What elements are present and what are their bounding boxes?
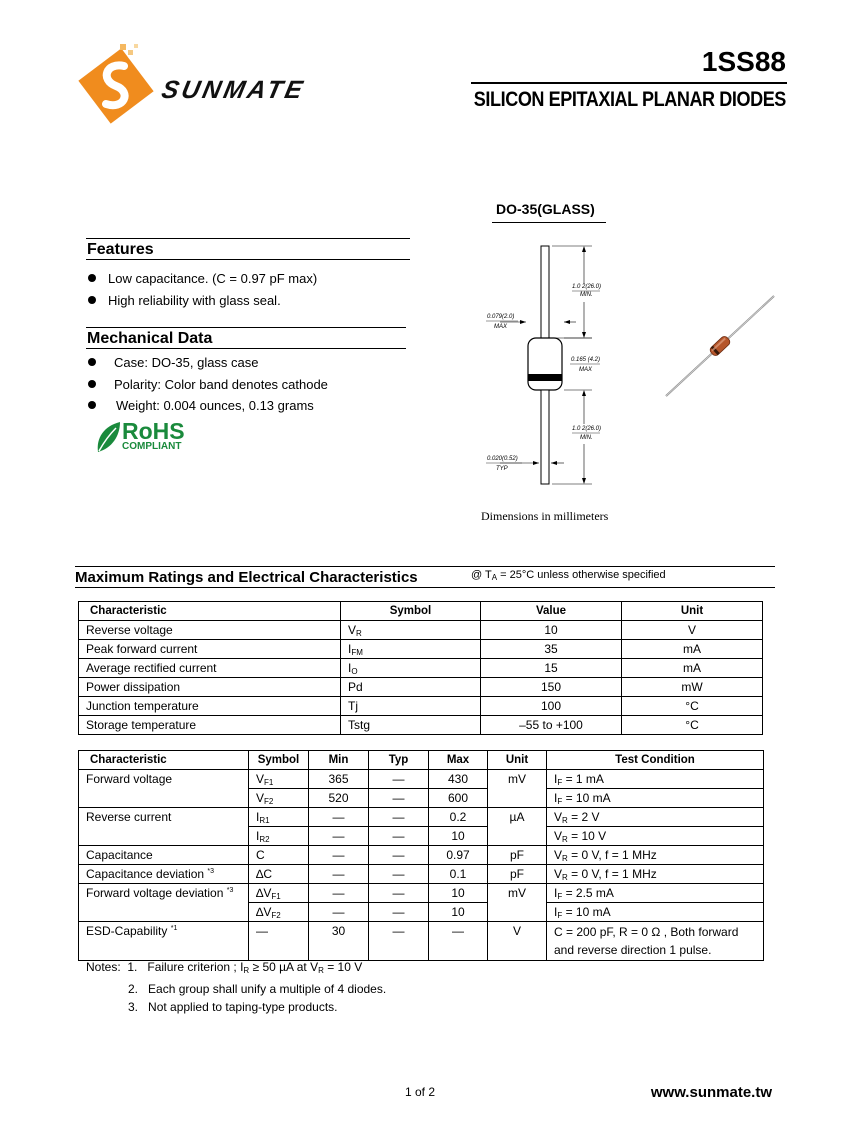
table-row: Storage temperature Tstg –55 to +100 °C (79, 716, 763, 735)
ratings-condition: @ $T_A = 25^\circ C$ unless otherwise specified (471, 569, 666, 582)
mechanical-top-rule (86, 327, 406, 328)
features-top-rule (86, 238, 410, 239)
brand-wordmark: SUNMATE (159, 76, 308, 104)
sunmate-logo-mark (76, 44, 156, 128)
note-1: Notes: 1. Failure criterion ; $I_R \ge 50$ µA at $V_R = 10$ V (86, 960, 363, 975)
table-row: Capacitance deviation $^{*3}$ ∆C — — 0.1 pF $V_R = 0$ V, f = 1 MHz (79, 865, 764, 884)
feature-item: High reliability with glass seal. (88, 293, 281, 308)
table-row: $I_{R2}$ — — 10 $V_R = 10$ V (79, 827, 764, 846)
diode-photo (662, 292, 778, 402)
table-header-row (79, 602, 763, 621)
feature-item: Low capacitance. (C = 0.97 pF max) (88, 271, 317, 286)
dim-body-dia: 0.079(2.0) (487, 314, 515, 320)
table-row: $V_{F2}$ 520 — 600 $I_F = 10$ mA (79, 789, 764, 808)
bullet-icon (88, 358, 96, 366)
col-value: Value (481, 602, 622, 621)
part-number: 1SS88 (701, 46, 786, 77)
max-ratings-table (78, 601, 763, 735)
bullet-icon (88, 401, 96, 409)
table-row: Peak forward current $I_{FM}$ 35 mA (79, 640, 763, 659)
table-row: Junction temperature Tj 100 °C (79, 697, 763, 716)
table-row: Power dissipation Pd 150 mW (79, 678, 763, 697)
mechanical-heading: Mechanical Data (87, 330, 213, 347)
dim-body-dia-sub: MAX (494, 324, 508, 330)
table-row: Reverse voltage $V_R$ 10 V (79, 621, 763, 640)
dim-lead-dia: 0.020(0.52) (487, 456, 518, 462)
dim-lead-dia-sub: TYP (496, 466, 508, 472)
dim-body-len-sub: MAX (579, 367, 593, 373)
ratings-bottom-rule (75, 587, 775, 588)
package-label-underline (492, 222, 606, 223)
bullet-icon (88, 274, 96, 282)
bullet-icon (88, 380, 96, 388)
note-2: 2. Each group shall unify a multiple of 4 diodes. (128, 982, 387, 996)
diode-body (528, 338, 562, 390)
package-label: DO-35(GLASS) (496, 201, 595, 217)
table-row: Forward voltage $V_{F1}$ 365 — 430 mV $I_F = 1$ mA (79, 770, 764, 789)
dim-lead-bottom: 1.0 2(26.0) (572, 426, 602, 432)
ratings-heading: Maximum Ratings and Electrical Characteristics (75, 569, 418, 586)
dim-lead-top: 1.0 2(26.0) (572, 284, 602, 290)
col-unit: Unit (622, 602, 763, 621)
bottom-lead (541, 390, 549, 484)
table-header-row: Characteristic Symbol Min Typ Max Unit Test Condition (79, 751, 764, 770)
features-heading: Features (87, 241, 154, 258)
dim-lead-top-sub: MIN. (580, 292, 593, 298)
notes-block (86, 958, 386, 1016)
ratings-top-rule (75, 566, 775, 567)
title-divider (471, 82, 787, 84)
product-subtitle: SILICON EPITAXIAL PLANAR DIODES (473, 88, 786, 111)
table-row: Reverse current $I_{R1}$ — — 0.2 µA $V_R = 2$ V (79, 808, 764, 827)
bullet-icon (88, 296, 96, 304)
do35-outline-drawing (480, 240, 620, 490)
table-row: Capacitance C — — 0.97 pF $V_R = 0$ V, f = 1 MHz (79, 846, 764, 865)
col-symbol: Symbol (341, 602, 481, 621)
rohs-text: RoHS (122, 418, 185, 444)
dimensions-note: Dimensions in millimeters (481, 509, 609, 523)
note-3: 3. Not applied to taping-type products. (128, 1000, 338, 1014)
mechanical-item: Polarity: Color band denotes cathode (88, 377, 328, 392)
page-number: 1 of 2 (405, 1085, 436, 1099)
leaf-icon (94, 420, 122, 454)
table-row: ESD-Capability $^{*1}$ — 30 — — V C = 200 pF, R = 0 Ω , Both forward and reverse direction 1 pulse. (79, 922, 764, 961)
features-bottom-rule (86, 259, 410, 260)
dim-lead-bottom-sub: MIN. (580, 435, 593, 441)
rohs-badge (94, 418, 194, 454)
mechanical-bottom-rule (86, 348, 406, 349)
mechanical-item: Case: DO-35, glass case (88, 355, 259, 370)
dim-body-len: 0.165 (4.2) (571, 357, 601, 363)
col-characteristic: Characteristic (79, 602, 341, 621)
top-lead (541, 246, 549, 338)
table-row: Forward voltage deviation $^{*3}$ $\Delta V_{F1}$ — — 10 mV $I_F = 2.5$ mA (79, 884, 764, 903)
cathode-band (528, 374, 562, 381)
website-link[interactable]: www.sunmate.tw (650, 1084, 772, 1101)
rohs-compliant-text: COMPLIANT (122, 441, 182, 452)
electrical-characteristics-table (78, 750, 764, 961)
table-row: Average rectified current $I_O$ 15 mA (79, 659, 763, 678)
table-row: $\Delta V_{F2}$ — — 10 $I_F = 10$ mA (79, 903, 764, 922)
mechanical-item: Weight: 0.004 ounces, 0.13 grams (88, 398, 314, 413)
